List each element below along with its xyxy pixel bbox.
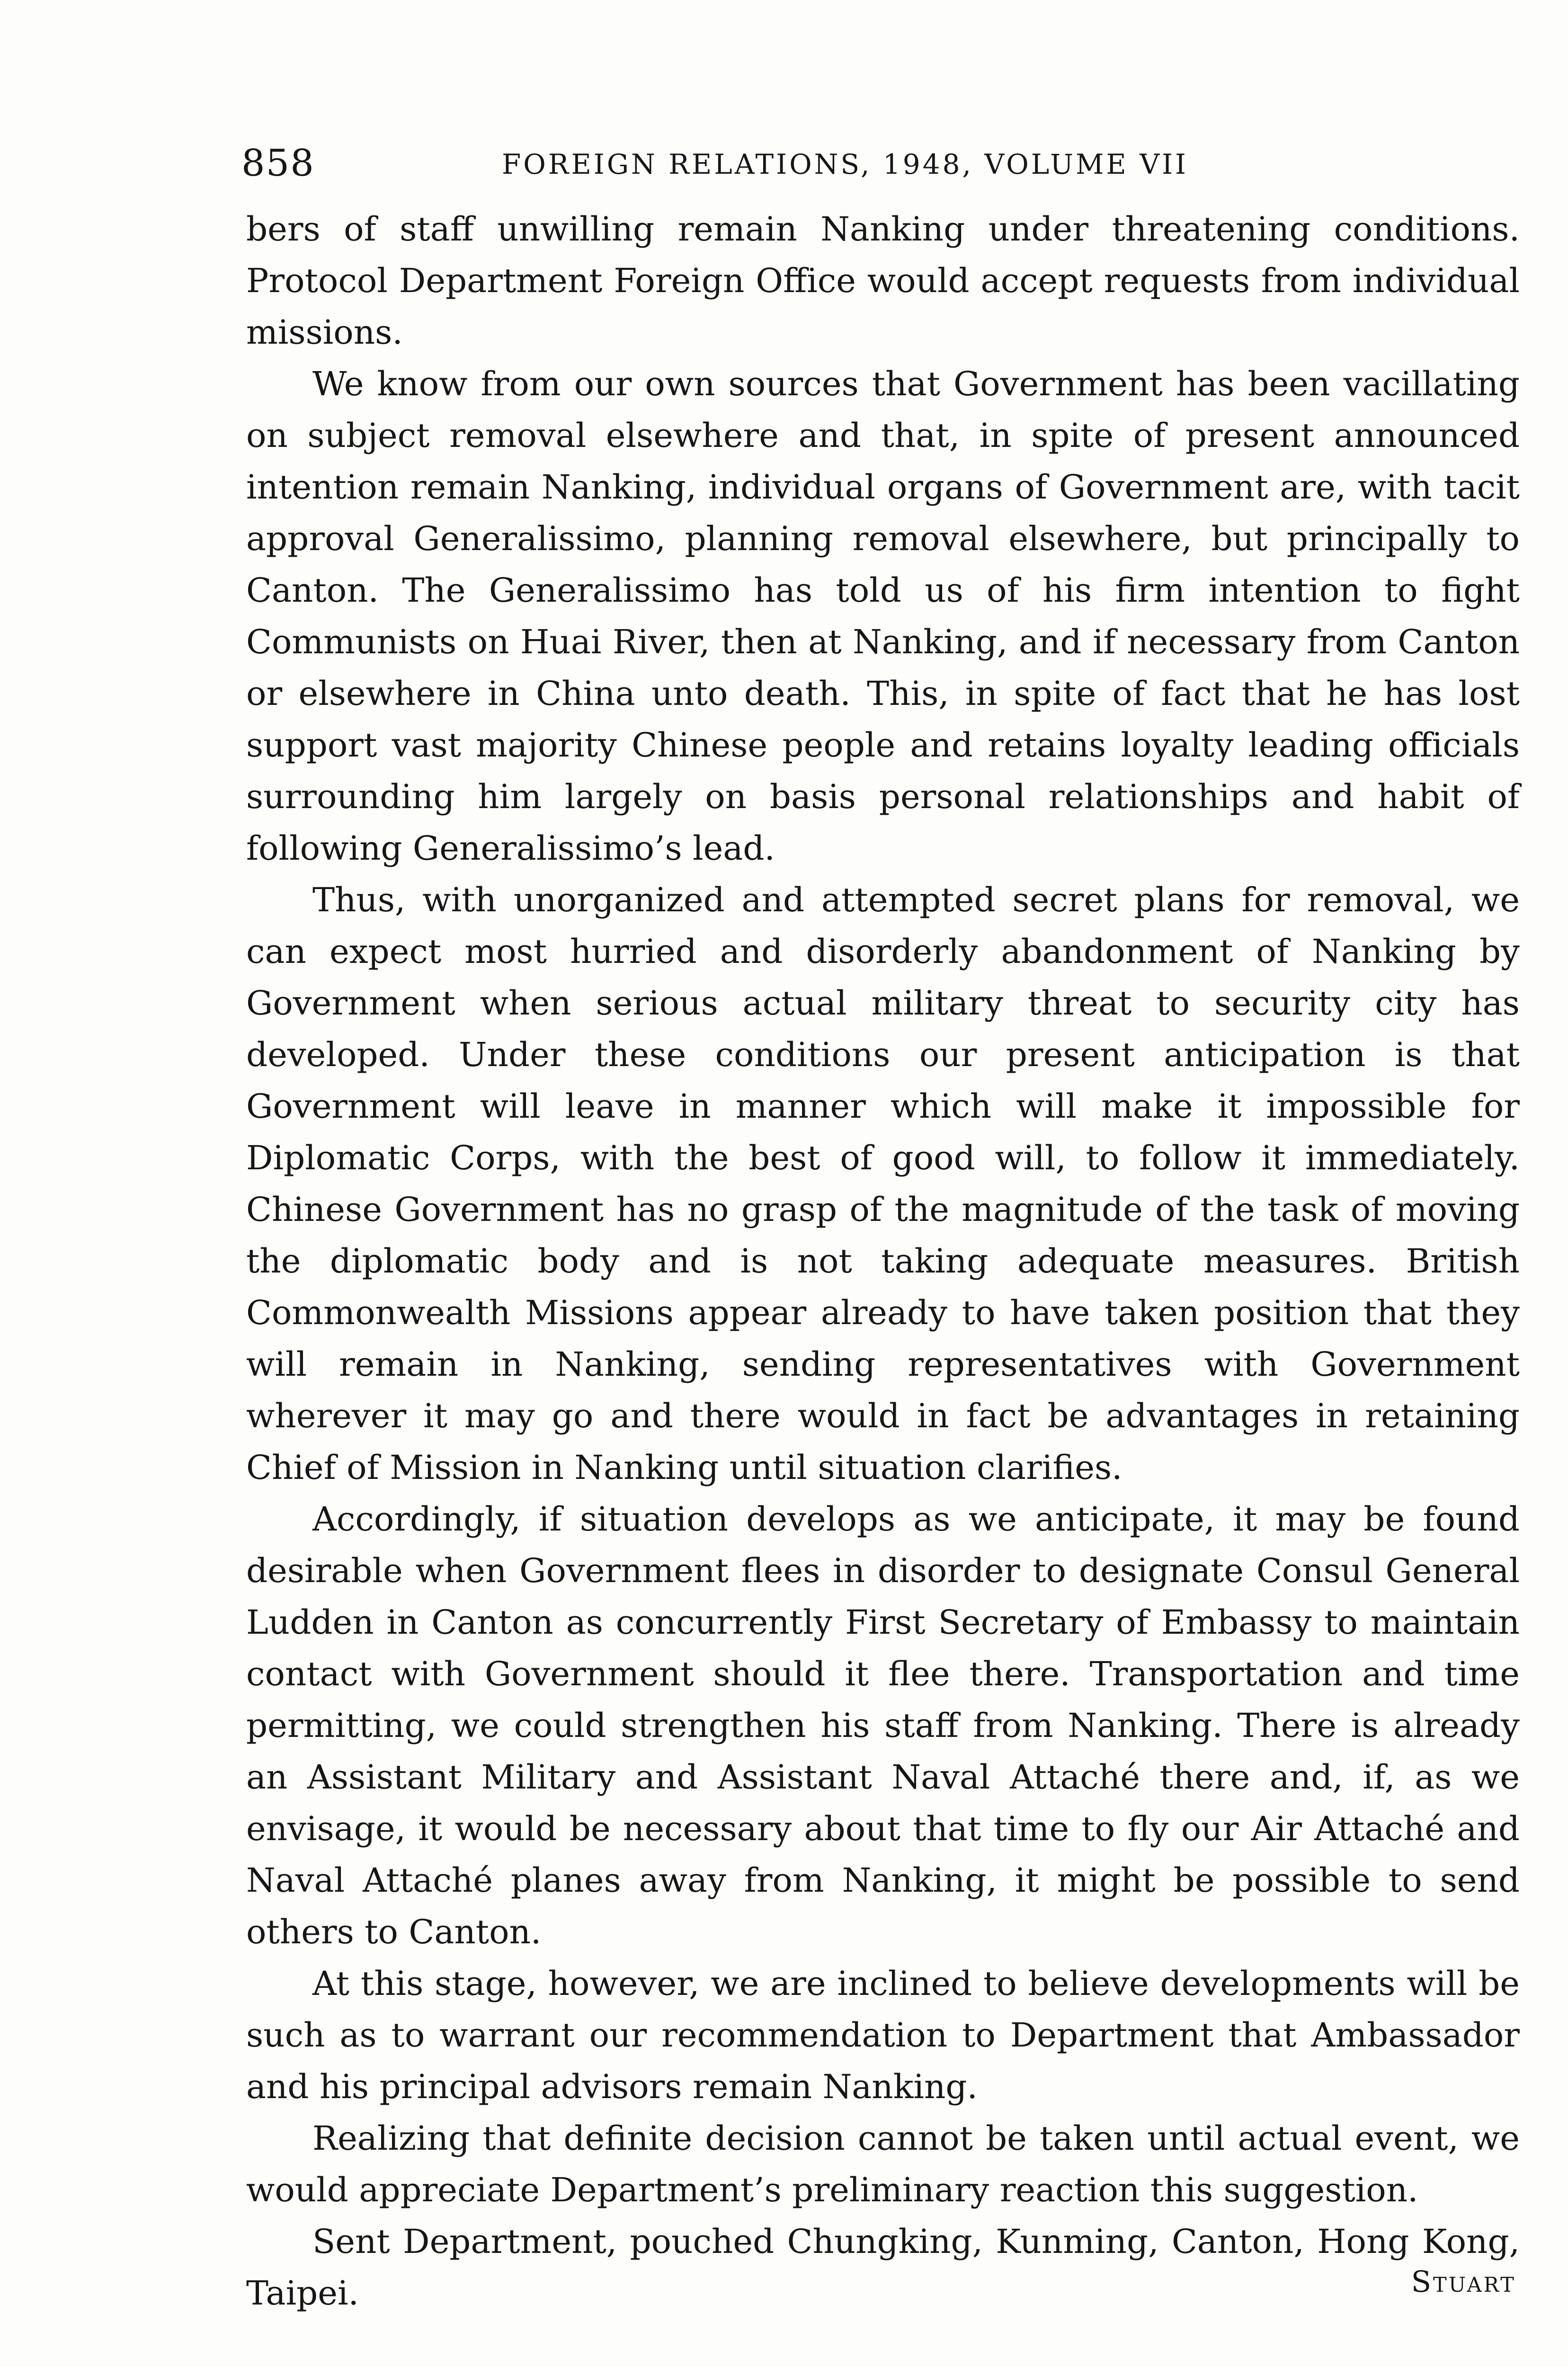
paragraph-distribution: Sent Department, pouched Chungking, Kunming, Canton, Hong Kong, Taipei. (246, 2222, 1520, 2313)
paragraph-preliminary-reaction: Realizing that definite decision cannot be taken until actual event, we would appreciate Department’s preliminary reaction this suggestion. (246, 2119, 1520, 2209)
page-number: 858 (241, 142, 315, 185)
paragraph-continuation: bers of staff unwilling remain Nanking under threatening conditions. Protocol Department Foreign Office would accept requests from individual missions. (246, 210, 1520, 352)
running-head (241, 137, 1335, 189)
running-title: FOREIGN RELATIONS, 1948, VOLUME VII (502, 148, 1188, 180)
body-text (246, 204, 1520, 2319)
paragraph-government-vacillating: We know from our own sources that Government has been vacillating on subject removal elsewhere and that, in spite of present announced intention remain Nanking, individual organs of Government are, with tacit approval Generalissimo, planning removal elsewhere, but principally to Canton. The Generalissimo has told us of his firm intention to fight Communists on Huai River, then at Nanking, and if necessary from Canton or elsewhere in China unto death. This, in spite of fact that he has lost support vast majority Chinese people and retains loyalty leading officials surrounding him largely on basis personal relationships and habit of following Generalissimo’s lead. (246, 365, 1520, 868)
signature: Stuart (1411, 2264, 1516, 2299)
paragraph-recommendation: At this stage, however, we are inclined to believe developments will be such as to warrant our recommendation to Department that Ambassador and his principal advisors remain Nanking. (246, 1964, 1520, 2106)
paragraph-disorderly-abandonment: Thus, with unorganized and attempted secret plans for removal, we can expect most hurried and disorderly abandonment of Nanking by Government when serious actual military threat to security city has developed. Under these conditions our present anticipation is that Government will leave in manner which will make it impossible for Diplomatic Corps, with the best of good will, to follow it immediately. Chinese Government has no grasp of the magnitude of the task of moving the diplomatic body and is not taking adequate measures. British Commonwealth Missions appear already to have taken position that they will remain in Nanking, sending representatives with Government wherever it may go and there would in fact be advantages in retaining Chief of Mission in Nanking until situation clarifies. (246, 881, 1520, 1487)
paragraph-consul-general-canton: Accordingly, if situation develops as we anticipate, it may be found desirable when Government flees in disorder to designate Consul General Ludden in Canton as concurrently First Secretary of Embassy to maintain contact with Government should it flee there. Transportation and time permitting, we could strengthen his staff from Nanking. There is already an Assistant Military and Assistant Naval Attaché there and, if, as we envisage, it would be necessary about that time to fly our Air Attaché and Naval Attaché planes away from Nanking, it might be possible to send others to Canton. (246, 1500, 1520, 1951)
